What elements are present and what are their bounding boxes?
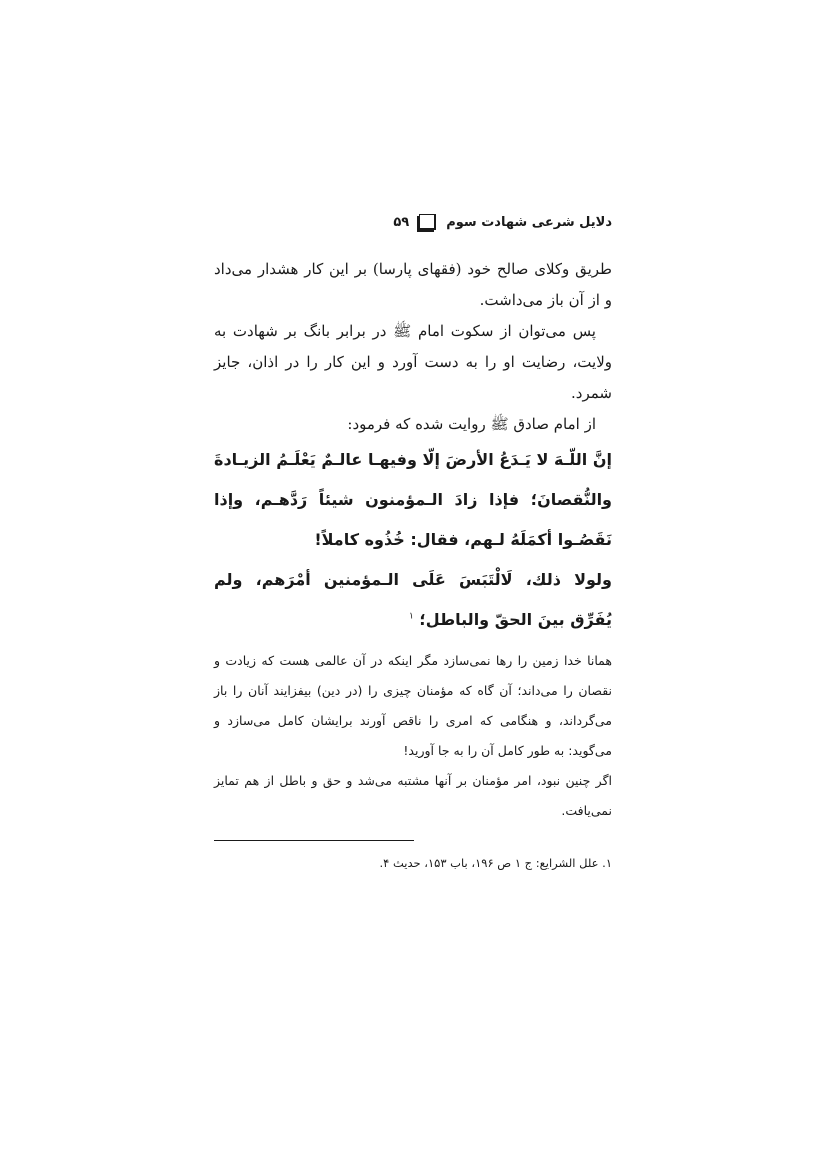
arabic-hadith-1: إنَّ اللّـهَ لا يَـدَعُ الأرضَ إلّا وفيهـا عالـمٌ يَعْلَـمُ الزيـادةَ والنُّقصانَ؛ فإذا زادَ الـمؤمنون شيئاً رَدَّهـم، وإذا نَقَصُـوا أكمَلَهُ لـهم، فقال: خُذُوه كاملاً! [214, 450, 612, 549]
arabic-hadith-2-text: ولولا ذلك، لَالْتَبَسَ عَلَى الـمؤمنين أمْرَهم، ولم يُفَرِّق بينَ الحقّ والباطل؛ [214, 570, 612, 629]
page-number: ۵۹ [393, 214, 410, 230]
square-ornament-icon [419, 214, 436, 230]
paragraph-2: پس می‌توان از سکوت امام ﷺ در برابر بانگ بر شهادت به ولایت، رضایت او را به دست آورد و این کار را در اذان، جایز شمرد. [214, 322, 612, 402]
footnote-divider [214, 840, 414, 841]
running-title: دلایل شرعی شهادت سوم [446, 214, 612, 230]
paragraph-1: طریق وکلای صالح خود (فقهای پارسا) بر این کار هشدار می‌داد و از آن باز می‌داشت. [214, 260, 612, 309]
footnote-reference: ۱ [408, 611, 414, 622]
translation-2: اگر چنین نبود، امر مؤمنان بر آنها مشتبه می‌شد و حق و باطل از هم تمایز نمی‌یافت. [214, 773, 612, 818]
paragraph-3: از امام صادق ﷺ روایت شده که فرمود: [347, 415, 596, 433]
running-header [214, 210, 612, 234]
footnote: ۱. علل الشرایع: ج ۱ ص ۱۹۶، باب ۱۵۳، حدیث ۴. [379, 856, 612, 870]
book-page [214, 210, 612, 873]
arabic-hadith-2 [214, 560, 612, 640]
translation-1: همانا خدا زمین را رها نمی‌سازد مگر اینکه در آن عالمی هست که زیادت و نقصان را می‌داند؛ آن گاه که مؤمنان چیزی را (در دین) بیفزایند آنان را باز می‌گرداند، و هنگامی که امری را ناقص آورند برایشان کامل می‌سازد و می‌گوید: به طور کامل آن را به جا آورید! [214, 653, 612, 758]
